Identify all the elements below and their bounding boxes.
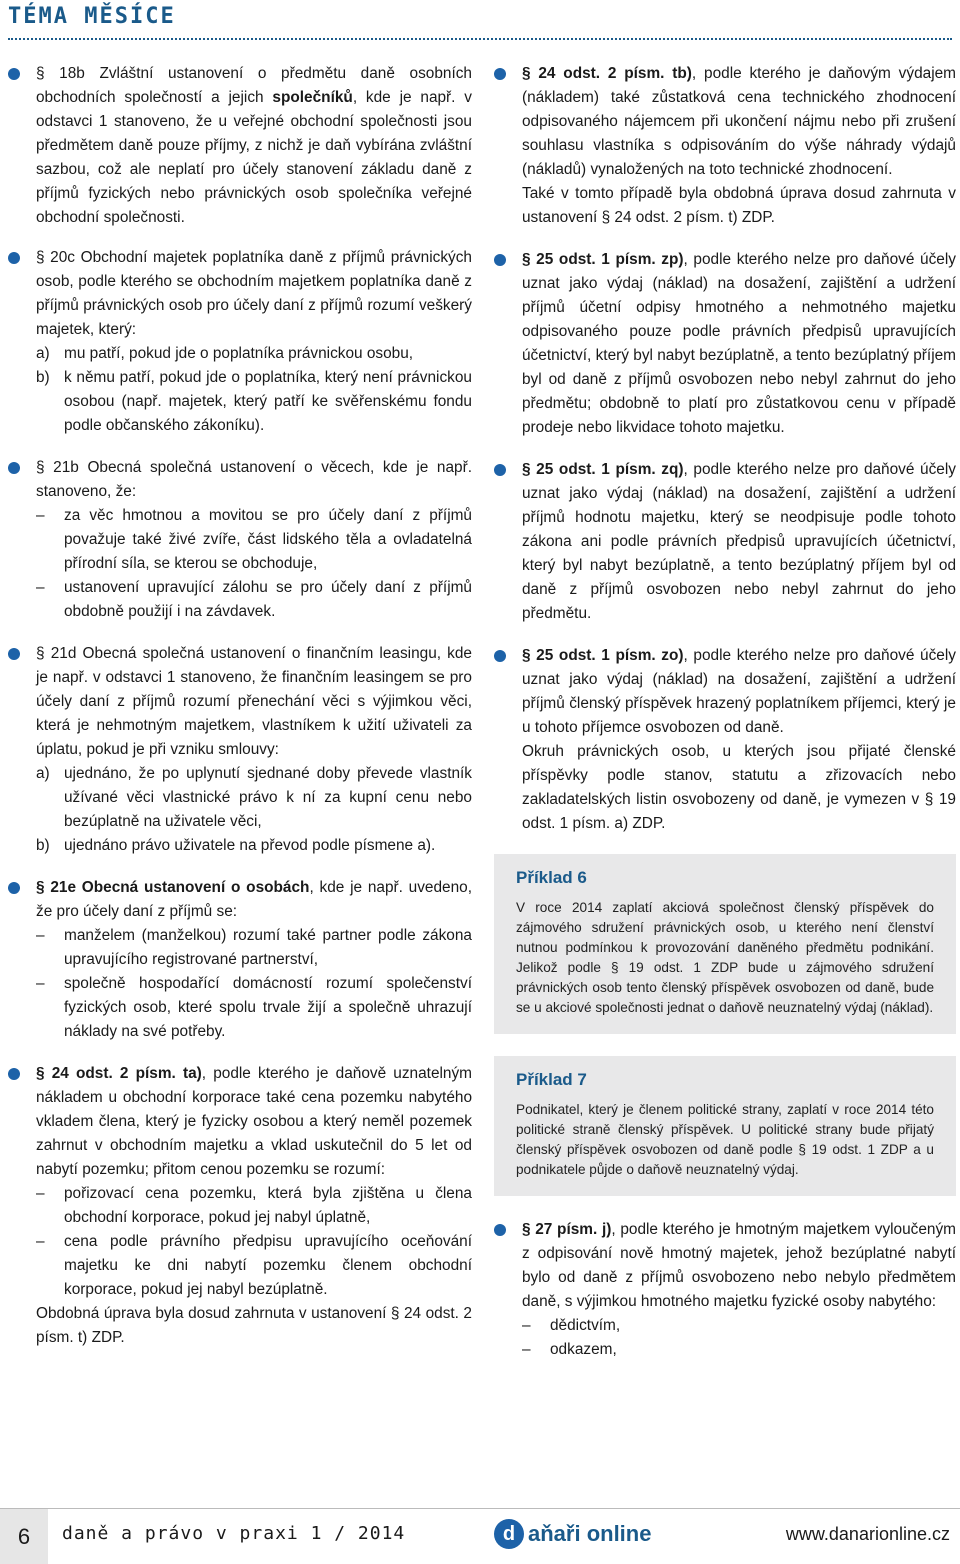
example-text: Podnikatel, který je členem politické strany, zaplatí v roce 2014 této politické straně členský příspěvek. U politické strany bude přijatý členský příspěvek osvobozen od daně podle § 19 odst. 1 ZDP a u podnikatele půjde o daňově neuznatelný výdaj.	[516, 1102, 934, 1177]
item-text: § 21b Obecná společná ustanovení o věcech, kde je např. stanoveno, že:	[36, 459, 472, 500]
logo-mark-icon: d	[494, 1519, 524, 1549]
list-item	[494, 1218, 956, 1362]
item-subtext: za věc hmotnou a movitou se pro účely daní z příjmů považuje také živé zvíře, část lidského těla a ovladatelná přírodní síla, se kterou se obchoduje,	[64, 507, 472, 572]
item-note: Také v tomto případě byla obdobná úprava dosud zahrnuta v ustanovení § 24 odst. 2 písm. t) ZDP.	[522, 185, 956, 226]
dash-marker: –	[522, 1317, 531, 1334]
bullet-icon	[8, 252, 20, 264]
item-text: § 24 odst. 2 písm. ta), podle kterého je daňově uznatelným nákladem u obchodní korporace také cena pozemku nabytého vkladem člena, který je fyzicky osobou a který neměl pozemek zahrnut v obchodním majetku a vklad uskutečnil do 5 let od nabytí pozemku; přitom cenou pozemku se rozumí:	[36, 1065, 472, 1178]
bullet-icon	[494, 68, 506, 80]
dash-marker: –	[36, 1185, 45, 1202]
bullet-icon	[494, 464, 506, 476]
section-title: TÉMA MĚSÍCE	[8, 4, 176, 29]
dash-marker: –	[522, 1341, 531, 1358]
item-text: § 27 písm. j), podle kterého je hmotným majetkem vyloučeným z odpisování nově hmotný majetek, jehož bezúplatné nabytí bylo od daně z příjmů osvobozeno nebo nebylo předmětem daně, s výjimkou hmotného majetku fyzické osoby nabytého:	[522, 1221, 957, 1310]
logo-text: aňaři online	[528, 1521, 652, 1546]
item-subtext: ustanovení upravující zálohu se pro účely daní z příjmů obdobně použijí i na závdavek.	[64, 579, 472, 620]
header-divider	[8, 38, 952, 40]
list-item	[494, 62, 956, 230]
list-item	[8, 62, 472, 230]
item-text: § 24 odst. 2 písm. tb), podle kterého je daňovým výdajem (nákladem) také zůstatková cena technického zhodnocení odpisovaného nájemcem při ukončení nájmu nebo při zrušení souhlasu vlastníka s odpisováním do výše náhrady výdajů (nákladů) vynaložených na toto technické zhodnocení.	[522, 65, 956, 178]
list-item	[8, 246, 472, 438]
dash-marker: –	[36, 975, 45, 992]
left-column	[8, 62, 472, 1368]
item-note: Obdobná úprava byla dosud zahrnuta v ustanovení § 24 odst. 2 písm. t) ZDP.	[36, 1305, 472, 1346]
list-item	[8, 456, 472, 624]
list-item	[494, 458, 956, 626]
item-subtext: mu patří, pokud jde o poplatníka právnickou osobu,	[64, 345, 414, 362]
magazine-issue: daně a právo v praxi 1 / 2014	[62, 1523, 406, 1544]
item-subtext: pořizovací cena pozemku, která byla zjištěna u člena obchodní korporace, pokud jej nabyl úplatně,	[64, 1185, 472, 1226]
item-text: § 25 odst. 1 písm. zo), podle kterého nelze pro daňové účely uznat jako výdaj (náklad) na dosažení, zajištění a udržení příjmů členský příspěvek hrazený poplatníkem příjemci, který je u tohoto příjemce osvobozen od daně.	[522, 647, 956, 736]
list-item	[8, 1062, 472, 1350]
list-letter: a)	[36, 765, 50, 782]
item-subtext: ujednáno, že po uplynutí sjednané doby převede vlastník užívané věci vlastnické právo k ní za kupní cenu nebo bezúplatně na uživatele věci,	[64, 765, 472, 830]
page-footer	[0, 1508, 960, 1564]
example-text: V roce 2014 zaplatí akciová společnost členský příspěvek do zájmového sdružení právnických osob, u kterého není členství nutnou podmínkou k provozování daněného předmětu podnikání. Jelikož podle § 19 odst. 1 ZDP bude u zájmového sdružení právnických osob tento členský příspěvek osvobozen od daně, bude se u akciové společnosti jednat o daňově neuznatelný výdaj (náklad).	[516, 900, 934, 1015]
example-box	[494, 854, 956, 1034]
item-subtext: dědictvím,	[550, 1317, 621, 1334]
bullet-icon	[8, 648, 20, 660]
item-subtext: odkazem,	[550, 1341, 617, 1358]
list-item	[8, 642, 472, 858]
item-note: Okruh právnických osob, u kterých jsou přijaté členské příspěvky podle stanov, statutu a zřizovacích nebo zakladatelských listin osvobozeny od daně, je vymezen v § 19 odst. 1 písm. a) ZDP.	[522, 743, 956, 832]
page-number: 6	[0, 1509, 48, 1564]
logo[interactable]	[494, 1519, 651, 1549]
item-subtext: k němu patří, pokud jde o poplatníka, který není právnickou osobou (např. majetek, který patří ke svěřenskému fondu podle občanského zákoníku).	[64, 369, 472, 434]
item-subtext: manželem (manželkou) rozumí také partner podle zákona upravujícího registrované partnerství,	[64, 927, 472, 968]
list-item	[8, 876, 472, 1044]
right-column	[494, 62, 956, 1380]
bullet-icon	[494, 1224, 506, 1236]
bullet-icon	[494, 254, 506, 266]
example-box	[494, 1056, 956, 1196]
bullet-icon	[494, 650, 506, 662]
list-letter: b)	[36, 369, 50, 386]
item-subtext: společně hospodařící domácností rozumí společenství fyzických osob, které spolu trvale žijí a společně uhrazují náklady na své potřeby.	[64, 975, 472, 1040]
dash-marker: –	[36, 927, 45, 944]
example-title: Příklad 6	[516, 868, 587, 887]
bullet-icon	[8, 462, 20, 474]
item-text: § 21e Obecná ustanovení o osobách, kde je např. uvedeno, že pro účely daní z příjmů se:	[36, 879, 472, 920]
bullet-icon	[8, 1068, 20, 1080]
item-text: § 25 odst. 1 písm. zp), podle kterého nelze pro daňové účely uznat jako výdaj (náklad) na dosažení, zajištění a udržení příjmů účetní odpisy hmotného a nehmotného majetku odpisovaného pouze podle právních předpisů upravujících účetnictví, který byl nabyt bezúplatně, a tento bezúplatný příjem byl od daně z příjmů osvobozen nebo nebyl zahrnut do jeho předmětu; obdobně to platí pro zůstatkovou cenu v případě prodeje nebo likvidace tohoto majetku.	[522, 251, 956, 436]
dash-marker: –	[36, 579, 45, 596]
item-text: § 20c Obchodní majetek poplatníka daně z příjmů právnických osob, podle kterého se obchodním majetkem poplatníka daně z příjmů právnických osob pro účely daní z příjmů rozumí veškerý majetek, který:	[36, 249, 472, 338]
item-subtext: cena podle právního předpisu upravujícího oceňování majetku ke dni nabytí pozemku členem obchodní korporace, pokud jej nabyl bezúplatně.	[64, 1233, 472, 1298]
list-item	[494, 248, 956, 440]
example-title: Příklad 7	[516, 1070, 587, 1089]
item-text: § 18b Zvláštní ustanovení o předmětu daně osobních obchodních společností a jejich společníků, kde je např. v odstavci 1 stanoveno, že u veřejné obchodní společnosti jsou předmětem daně pouze příjmy, z nichž je daň vybírána zvláštní sazbou, což ale neplatí pro účely stanovení základu daně z příjmů fyzických nebo právnických osob společníka veřejné obchodní společnosti.	[36, 65, 472, 226]
bullet-icon	[8, 68, 20, 80]
dash-marker: –	[36, 507, 45, 524]
list-item	[494, 644, 956, 836]
item-text: § 21d Obecná společná ustanovení o finančním leasingu, kde je např. v odstavci 1 stanoveno, že finančním leasingem se pro účely daní z příjmů rozumí přenechání věci s výjimkou věci, která je nehmotným majetkem, vlastníkem k užití uživateli za úplatu, pokud je při vzniku smlouvy:	[36, 645, 472, 758]
item-text: § 25 odst. 1 písm. zq), podle kterého nelze pro daňové účely uznat jako výdaj (náklad) na dosažení, zajištění a udržení příjmů hodnotu majetku, který se neodpisuje podle tohoto zákona ani podle právních předpisů upravujících účetnictví, který byl nabyt bezúplatně, a tento bezúplatný příjem byl od daně z příjmů osvobozen nebo nebyl zahrnut do jeho předmětu.	[522, 461, 956, 622]
list-letter: a)	[36, 345, 50, 362]
item-subtext: ujednáno právo uživatele na převod podle písmene a).	[64, 837, 436, 854]
list-letter: b)	[36, 837, 50, 854]
bullet-icon	[8, 882, 20, 894]
dash-marker: –	[36, 1233, 45, 1250]
website-link[interactable]: www.danarionline.cz	[785, 1524, 950, 1544]
